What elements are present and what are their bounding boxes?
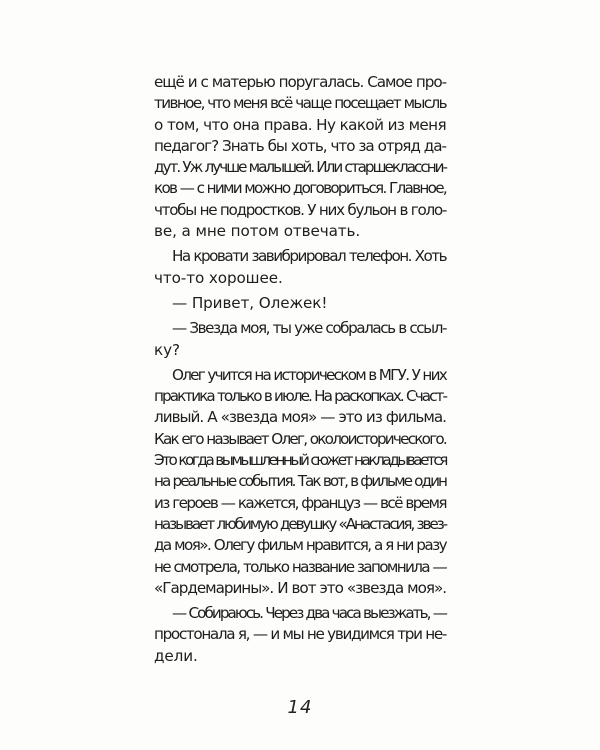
- text-line: называет любимую девушку «Анастасия, звез-: [154, 514, 446, 533]
- text-line: — Привет, Олежек!: [172, 293, 328, 312]
- paragraph: [154, 293, 446, 314]
- text-line: на реальные события. Так вот, в фильме один: [154, 472, 446, 491]
- text-line: На кровати завибрировал телефон. Хоть: [172, 247, 446, 266]
- text-line: что-то хорошее.: [154, 268, 283, 287]
- text-line: «Гардемарины». И вот это «звезда моя».: [154, 578, 446, 597]
- text-line: не смотрела, только название запомнила —: [154, 557, 446, 576]
- text-line: — Собираюсь. Через два часа выезжать, —: [172, 604, 446, 623]
- paragraph: [154, 603, 446, 667]
- text-line: Как его называет Олег, околоисторического.: [154, 429, 446, 448]
- text-line: из героев — кажется, француз — всё время: [154, 493, 446, 512]
- text-line: ливый. А «звезда моя» — это из фильма.: [154, 408, 446, 427]
- text-line: — Звезда моя, ты уже собралась в ссыл-: [172, 319, 446, 338]
- text-line: чтобы не подростков. У них бульон в голо-: [154, 200, 446, 219]
- text-line: дут. Уж лучше малышей. Или старшеклассни-: [154, 158, 446, 177]
- paragraph: [154, 72, 446, 242]
- text-line: ве, а мне потом отвечать.: [154, 222, 361, 241]
- text-line: о том, что она права. Ну какой из меня: [154, 115, 446, 134]
- text-line: Это когда вымышленный сюжет накладывается: [154, 451, 446, 470]
- text-line: дели.: [154, 646, 198, 665]
- text-line: ку?: [154, 340, 180, 359]
- text-line: простонала я, — и мы не увидимся три не-: [154, 625, 446, 644]
- text-line: педагог? Знать бы хоть, что за отряд да-: [154, 136, 446, 155]
- text-line: тивное, что меня всё чаще посещает мысль: [154, 94, 446, 113]
- text-line: да моя». Олегу фильм нравится, а я ни разу: [154, 536, 446, 555]
- page-number: 14: [287, 697, 313, 718]
- paragraph: [154, 318, 446, 361]
- text-line: Олег учится на историческом в МГУ. У них: [172, 365, 446, 384]
- page-text: [154, 72, 446, 667]
- text-line: ещё и с матерью поругалась. Самое про-: [154, 73, 446, 91]
- paragraph: [154, 365, 446, 599]
- paragraph: [154, 246, 446, 289]
- text-line: ков — с ними можно договориться. Главное,: [154, 179, 446, 198]
- text-line: практика только в июле. На раскопках. Счаст-: [154, 387, 446, 406]
